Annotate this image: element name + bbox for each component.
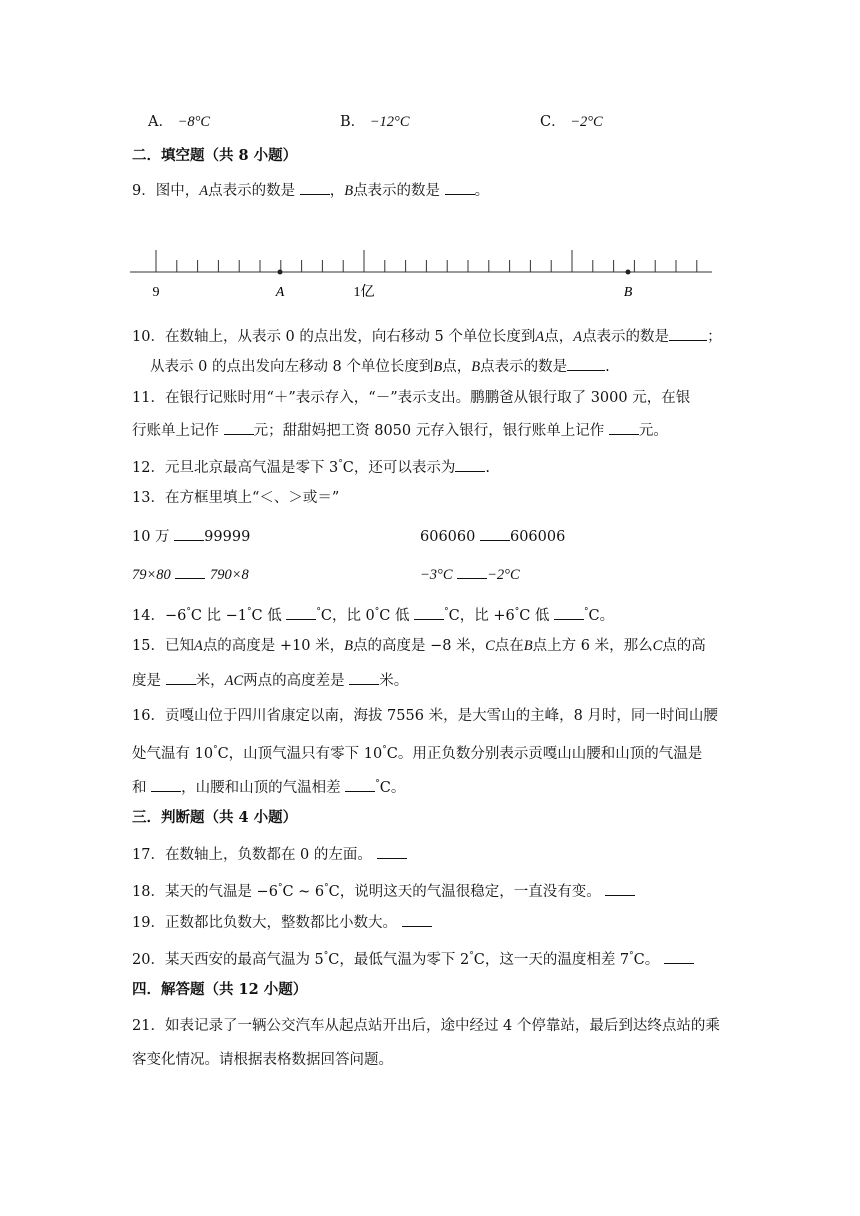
answer-blank[interactable] (402, 912, 432, 927)
question-13-item-3: 79×80 790×8 (132, 564, 249, 585)
question-9: 9．图中，A点表示的数是 ，B点表示的数是 。 (132, 180, 489, 201)
number-line-ticks (156, 250, 697, 272)
question-13-item-2: 606060 606006 (420, 526, 565, 547)
section-heading-fill-blank: 二．填空题（共 8 小题） (132, 147, 298, 164)
question-16-line-3: 和 ，山腰和山顶的气温相差 °C。 (132, 779, 406, 796)
question-21-line-1: 21．如表记录了一辆公交汽车从起点站开出后，途中经过 4 个停靠站，最后到达终点站的乘 (132, 1018, 720, 1034)
answer-blank[interactable] (567, 356, 605, 371)
question-20: 20．某天西安的最高气温为 5°C，最低气温为零下 2°C，这一天的温度相差 7°C。 (132, 946, 694, 970)
answer-blank[interactable] (174, 526, 204, 541)
answer-blank[interactable] (480, 526, 510, 541)
answer-blank[interactable] (345, 777, 375, 792)
section-heading-word-problems: 四．解答题（共 12 小题） (132, 981, 308, 998)
q8-option-a: A． −8°C (148, 114, 211, 130)
point-a-dot (278, 270, 283, 275)
question-13-title: 13．在方框里填上“＜、＞或＝” (132, 490, 340, 506)
question-10-line-2: 从表示 0 的点出发向左移动 8 个单位长度到B点，B点表示的数是 . (150, 356, 610, 377)
q8-option-b: B． −12°C (340, 114, 410, 130)
number-line-label-a: A (275, 285, 285, 300)
answer-blank[interactable] (455, 457, 485, 472)
answer-blank[interactable] (377, 844, 407, 859)
answer-blank[interactable] (664, 949, 694, 964)
question-14: 14．−6°C 比 −1°C 低 °C，比 0°C 低 °C，比 +6°C 低 °C。 (132, 607, 615, 624)
answer-blank[interactable] (175, 564, 205, 579)
number-line-label-9: 9 (152, 285, 160, 300)
question-15-line-1: 15．已知A点的高度是 +10 米，B点的高度是 −8 米，C点在B点上方 6 米，那么C点的高 (132, 638, 706, 654)
number-line-label-1yi: 1亿 (353, 285, 375, 300)
answer-blank[interactable] (286, 605, 316, 620)
question-17: 17．在数轴上，负数都在 0 的左面。 (132, 844, 407, 865)
question-10-line-1: 10．在数轴上，从表示 0 的点出发，向右移动 5 个单位长度到A点，A点表示的数是 ； (132, 326, 722, 347)
question-13-item-1: 10 万 99999 (132, 526, 250, 547)
question-11-line-1: 11．在银行记账时用“＋”表示存入，“－”表示支出。鹏鹏爸从银行取了 3000 元，在银 (132, 390, 691, 406)
answer-blank[interactable] (224, 420, 254, 435)
number-line-label-b: B (623, 285, 633, 300)
question-21-line-2: 客变化情况。请根据表格数据回答问题。 (132, 1052, 393, 1068)
question-19: 19．正数都比负数大，整数都比小数大。 (132, 912, 432, 933)
point-b-dot (626, 270, 631, 275)
question-16-line-1: 16．贡嘎山位于四川省康定以南，海拔 7556 米，是大雪山的主峰，8 月时，同一时间山腰 (132, 708, 718, 724)
answer-blank[interactable] (166, 670, 196, 685)
answer-blank[interactable] (300, 180, 330, 195)
number-line-figure (128, 248, 718, 304)
answer-blank[interactable] (605, 881, 635, 896)
section-heading-true-false: 三．判断题（共 4 小题） (132, 809, 298, 826)
question-18: 18．某天的气温是 −6°C ~ 6°C，说明这天的气温很稳定，一直没有变。 (132, 878, 635, 902)
question-12: 12．元旦北京最高气温是零下 3°C，还可以表示为 . (132, 459, 491, 476)
answer-blank[interactable] (457, 564, 487, 579)
question-11-line-2: 行账单上记作 元；甜甜妈把工资 8050 元存入银行，银行账单上记作 元。 (132, 420, 668, 441)
question-13-item-4: −3°C −2°C (420, 564, 520, 585)
q8-option-c: C． −2°C (540, 114, 603, 130)
answer-blank[interactable] (445, 180, 475, 195)
answer-blank[interactable] (554, 605, 584, 620)
answer-blank[interactable] (349, 670, 379, 685)
answer-blank[interactable] (669, 326, 707, 341)
answer-blank[interactable] (414, 605, 444, 620)
answer-blank[interactable] (151, 777, 181, 792)
question-15-line-2: 度是 米，AC两点的高度差是 米。 (132, 670, 408, 691)
question-16-line-2: 处气温有 10°C，山顶气温只有零下 10°C。用正负数分别表示贡嘎山山腰和山顶的气温是 (132, 745, 703, 762)
answer-blank[interactable] (609, 420, 639, 435)
